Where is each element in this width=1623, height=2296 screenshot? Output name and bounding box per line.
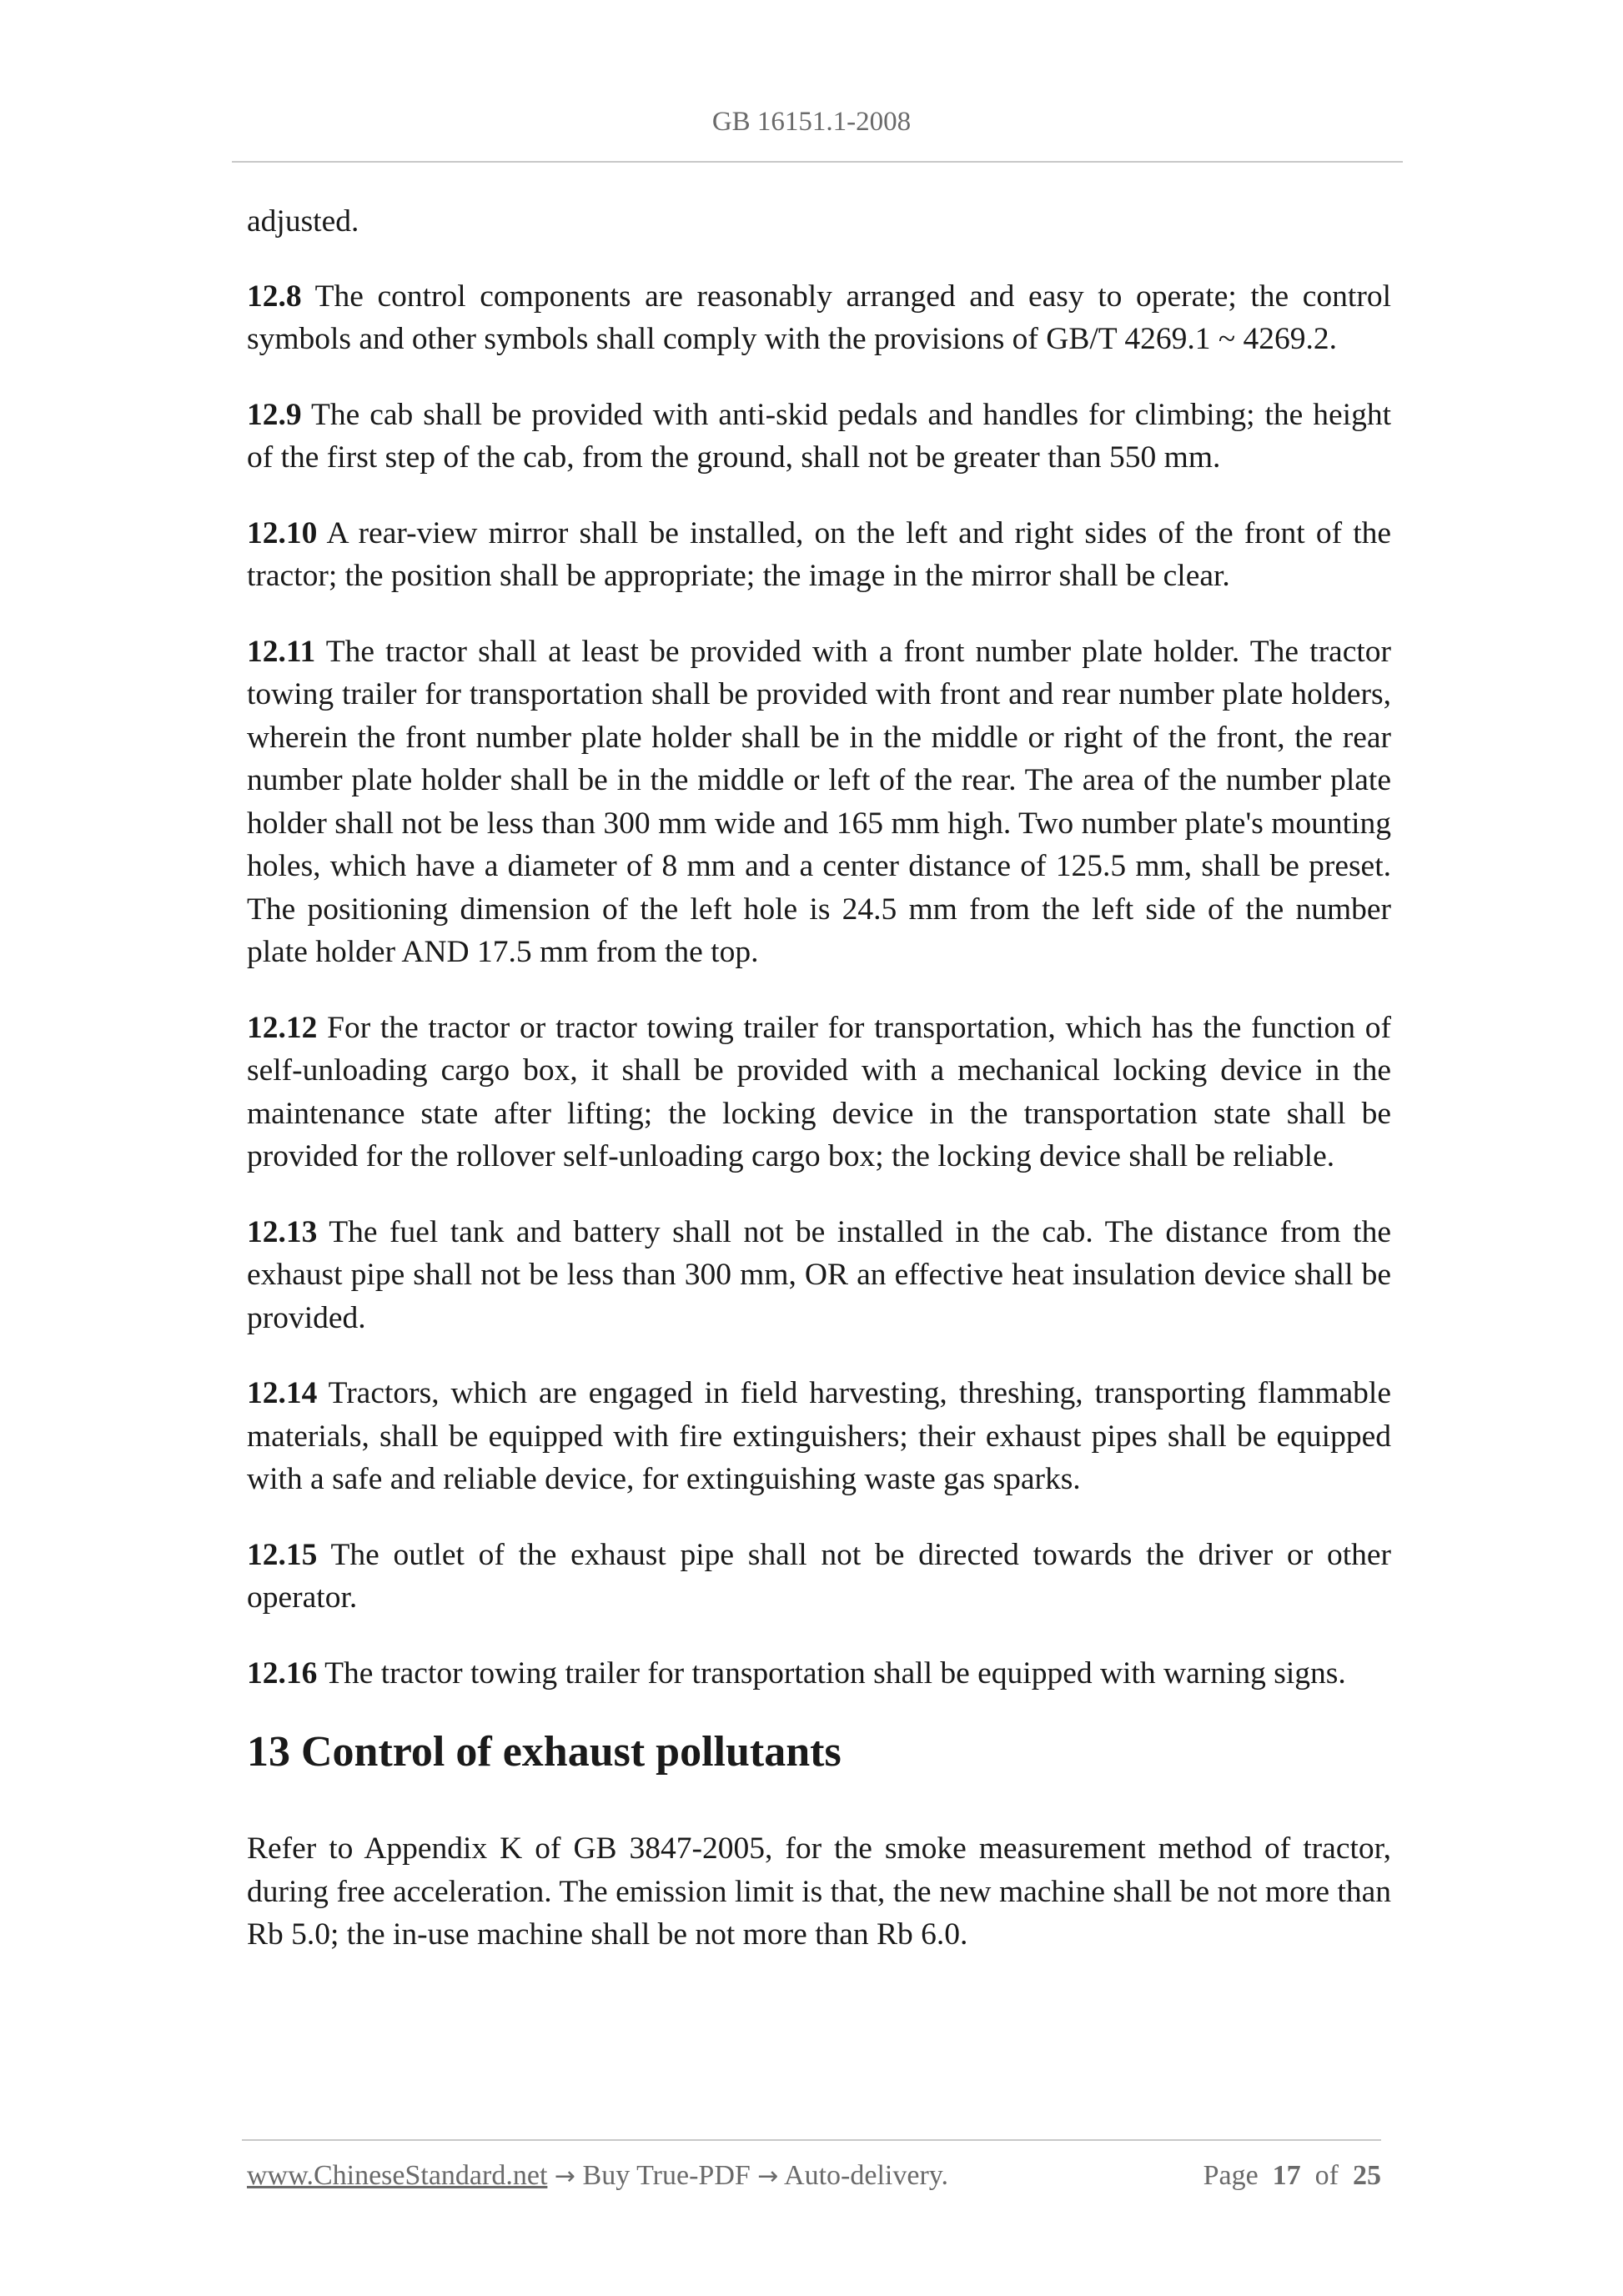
clause-text: The control components are reasonably arranged and easy to operate; the control symbols and other symbols shall comply with the provisions of GB/T 4269.1 ~ 4269.2.: [247, 279, 1392, 356]
auto-delivery-text: Auto-delivery.: [784, 2160, 949, 2191]
page-current: 17: [1272, 2160, 1301, 2191]
clause-number: 12.16: [247, 1655, 318, 1691]
header-divider: [232, 161, 1403, 163]
clause-12-15: [247, 1534, 1391, 1620]
buy-true-pdf-text: Buy True-PDF: [582, 2160, 751, 2191]
clause-text: Tractors, which are engaged in field harvesting, threshing, transporting flammable materials, shall be equipped with fire extinguishers; their exhaust pipes shall be equipped with a safe and reliable device, for extinguishing waste gas sparks.: [247, 1376, 1391, 1496]
clause-number: 12.11: [247, 634, 316, 669]
clause-text: The tractor shall at least be provided with a front number plate holder. The tractor towing trailer for transportation shall be provided with front and rear number plate holders, wherein the front number plate holder shall be in the middle or right of the front, the rear number plate holder shall be in the middle or left of the rear. The area of the number plate holder shall not be less than 300 mm wide and 165 mm high. Two number plate's mounting holes, which have a diameter of 8 mm and a center distance of 125.5 mm, shall be preset. The positioning dimension of the left hole is 24.5 mm from the left side of the number plate holder AND 17.5 mm from the top.: [247, 634, 1391, 969]
clause-12-10: [247, 512, 1391, 598]
clause-text: The fuel tank and battery shall not be installed in the cab. The distance from the exhaust pipe shall not be less than 300 mm, OR an effective heat insulation device shall be provided.: [247, 1214, 1391, 1335]
document-body: [247, 200, 1391, 1989]
page-footer: [247, 2160, 1381, 2192]
page-label: Page: [1203, 2160, 1259, 2191]
website-link[interactable]: www.ChineseStandard.net: [247, 2160, 548, 2191]
clause-text: The cab shall be provided with anti-skid pedals and handles for climbing; the height of the first step of the cab, from the ground, shall not be greater than 550 mm.: [247, 397, 1391, 475]
clause-12-11: [247, 631, 1391, 974]
footer-divider: [242, 2139, 1381, 2141]
arrow-right-icon: →: [757, 2162, 779, 2191]
page-of-label: of: [1314, 2160, 1339, 2191]
clause-number: 12.14: [247, 1376, 318, 1410]
clause-text: For the tractor or tractor towing trailer for transportation, which has the function of self-unloading cargo box, it shall be provided with a mechanical locking device in the maintenance state after lifting; the locking device in the transportation state shall be provided for the rollover self-unloading cargo box; the locking device shall be reliable.: [247, 1010, 1391, 1173]
continued-text: adjusted.: [247, 204, 359, 239]
clause-12-12: [247, 1007, 1391, 1178]
document-header-title: GB 16151.1-2008: [711, 107, 912, 137]
clause-12-8: [247, 275, 1391, 361]
clause-number: 12.12: [247, 1010, 318, 1045]
clause-number: 12.9: [247, 397, 302, 432]
clause-12-13: [247, 1211, 1391, 1340]
clause-12-16: [247, 1652, 1391, 1696]
clause-number: 12.13: [247, 1214, 318, 1249]
page-indicator: [1203, 2160, 1381, 2192]
clause-12-14: [247, 1372, 1391, 1501]
clause-number: 12.8: [247, 279, 302, 314]
clause-12-9: [247, 394, 1391, 480]
clause-text: The outlet of the exhaust pipe shall not be directed towards the driver or other operator.: [247, 1537, 1391, 1615]
section-13-text: Refer to Appendix K of GB 3847-2005, for the smoke measurement method of tractor, during free acceleration. The emission limit is that, the new machine shall be not more than Rb 5.0; the in-use machine shall be not more than Rb 6.0.: [247, 1831, 1391, 1952]
page-total: 25: [1353, 2160, 1381, 2191]
clause-text: A rear-view mirror shall be installed, on the left and right sides of the front of the tractor; the position shall be appropriate; the image in the mirror shall be clear.: [247, 515, 1392, 593]
footer-left: [247, 2160, 948, 2192]
clause-text: The tractor towing trailer for transportation shall be equipped with warning signs.: [324, 1655, 1346, 1691]
section-heading: 13 Control of exhaust pollutants: [247, 1728, 842, 1776]
clause-number: 12.10: [247, 515, 318, 550]
arrow-right-icon: →: [554, 2162, 576, 2191]
clause-number: 12.15: [247, 1537, 318, 1572]
